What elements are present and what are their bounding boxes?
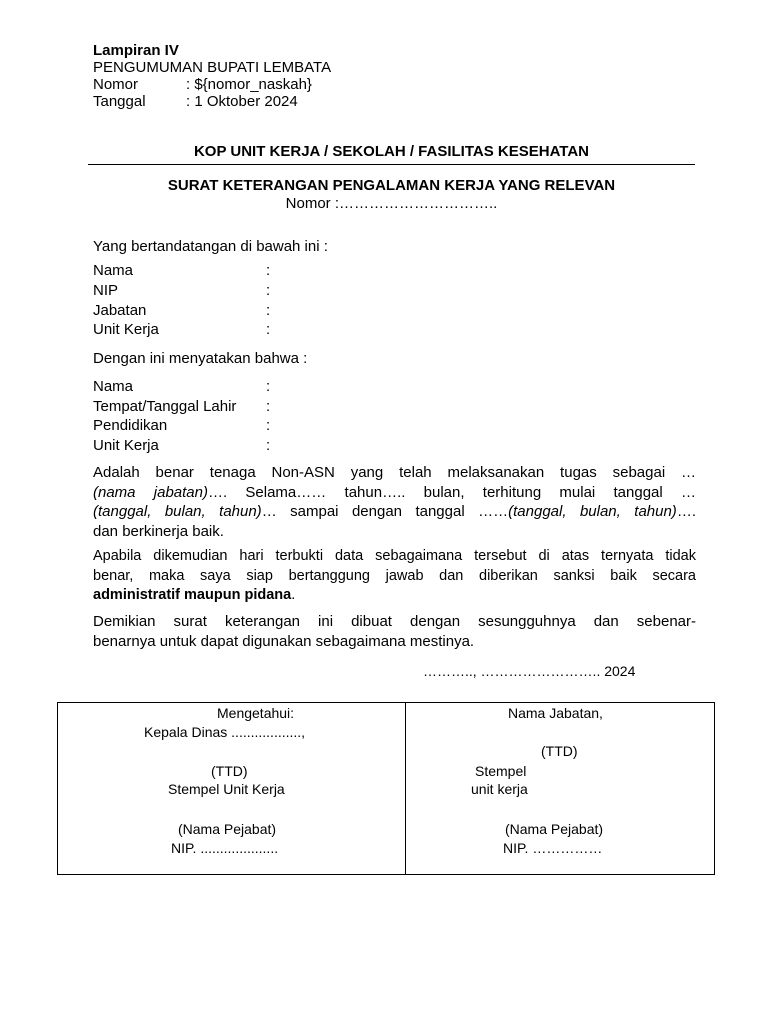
signer-jabatan-label: Jabatan (93, 302, 147, 319)
date-end-placeholder: (tanggal, bulan, tahun) (508, 503, 677, 520)
statement-line-3 (93, 502, 696, 522)
date-start-placeholder: (tanggal, bulan, tahun) (93, 503, 262, 520)
right-nama-pejabat: (Nama Pejabat) (505, 821, 604, 837)
jabatan-placeholder: (nama jabatan) (93, 483, 208, 501)
kop-divider (88, 164, 695, 165)
letter-title: SURAT KETERANGAN PENGALAMAN KERJA YANG RELEVAN (167, 177, 616, 194)
subject-nama-label: Nama (93, 378, 134, 395)
statement-line-4: dan berkinerja baik. (93, 522, 224, 540)
kop-heading: KOP UNIT KERJA / SEKOLAH / FASILITAS KESEHATAN (193, 143, 590, 160)
statement-line-3-mid: … sampai dengan tanggal …… (261, 503, 509, 520)
subject-pendidikan-label: Pendidikan (93, 417, 168, 434)
statement-line-1: Adalah benar tenaga Non-ASN yang telah melaksanakan tugas sebagai … (93, 464, 696, 481)
mengetahui-label: Mengetahui: (217, 705, 295, 721)
statement-line-3-end: …. (676, 503, 696, 520)
signer-nama-label: Nama (93, 262, 134, 279)
nomor-label: Nomor (93, 76, 139, 93)
statement-line-2-rest: …. Selama…… tahun….. bulan, terhitung mulai tanggal … (207, 483, 696, 501)
signer-nip-label: NIP (93, 282, 119, 299)
subject-ttl-colon: : (266, 398, 271, 415)
signer-jabatan-colon: : (266, 302, 271, 319)
subject-intro: Dengan ini menyatakan bahwa : (93, 350, 308, 367)
signer-unit-colon: : (266, 321, 271, 338)
liability-line-1: Apabila dikemudian hari terbukti data sebagaimana tersebut di atas ternyata tidak (93, 548, 696, 564)
letter-number: Nomor :………………………….. (285, 195, 498, 212)
signer-nama-colon: : (266, 262, 271, 279)
liability-line-3 (93, 586, 696, 606)
subject-pendidikan-colon: : (266, 417, 271, 434)
right-jabatan: Nama Jabatan, (508, 705, 603, 721)
liability-paragraph (93, 547, 696, 606)
subject-unit-label: Unit Kerja (93, 437, 159, 454)
statement-paragraph (93, 463, 696, 541)
subject-ttl-label: Tempat/Tanggal Lahir (93, 398, 237, 415)
kepala-dinas-label: Kepala Dinas .................., (144, 724, 306, 740)
lampiran-label: Lampiran IV (93, 42, 179, 59)
right-ttd: (TTD) (541, 743, 578, 759)
subject-nama-colon: : (266, 378, 271, 395)
nomor-value: : ${nomor_naskah} (186, 76, 312, 93)
liability-line-3-end: . (291, 587, 296, 603)
right-unit-kerja: unit kerja (471, 781, 528, 797)
sanction-bold: administratif maupun pidana (93, 587, 292, 603)
tanggal-value: : 1 Oktober 2024 (186, 93, 298, 110)
liability-line-2: benar, maka saya siap bertanggung jawab dan diberikan sanksi baik secara (93, 567, 696, 584)
closing-line-2: benarnya untuk dapat digunakan sebagaimana mestinya. (93, 632, 475, 650)
signature-table (57, 702, 715, 875)
place-date: ……….., …………………….. 2024 (423, 663, 636, 679)
left-nip: NIP. .................... (171, 840, 279, 856)
left-nama-pejabat: (Nama Pejabat) (178, 821, 277, 837)
signer-unit-label: Unit Kerja (93, 321, 159, 338)
left-ttd: (TTD) (211, 763, 248, 779)
left-stempel: Stempel Unit Kerja (168, 781, 285, 797)
pengumuman-title: PENGUMUMAN BUPATI LEMBATA (93, 59, 332, 76)
right-stempel: Stempel (475, 763, 527, 779)
right-nip: NIP. …………… (503, 840, 603, 856)
signer-intro: Yang bertandatangan di bawah ini : (93, 238, 328, 255)
statement-line-2 (93, 483, 696, 503)
subject-unit-colon: : (266, 437, 271, 454)
closing-line-1: Demikian surat keterangan ini dibuat dengan sesungguhnya dan sebenar- (93, 613, 696, 630)
closing-paragraph (93, 612, 696, 651)
signer-nip-colon: : (266, 282, 271, 299)
signature-divider (405, 703, 406, 874)
tanggal-label: Tanggal (93, 93, 146, 110)
